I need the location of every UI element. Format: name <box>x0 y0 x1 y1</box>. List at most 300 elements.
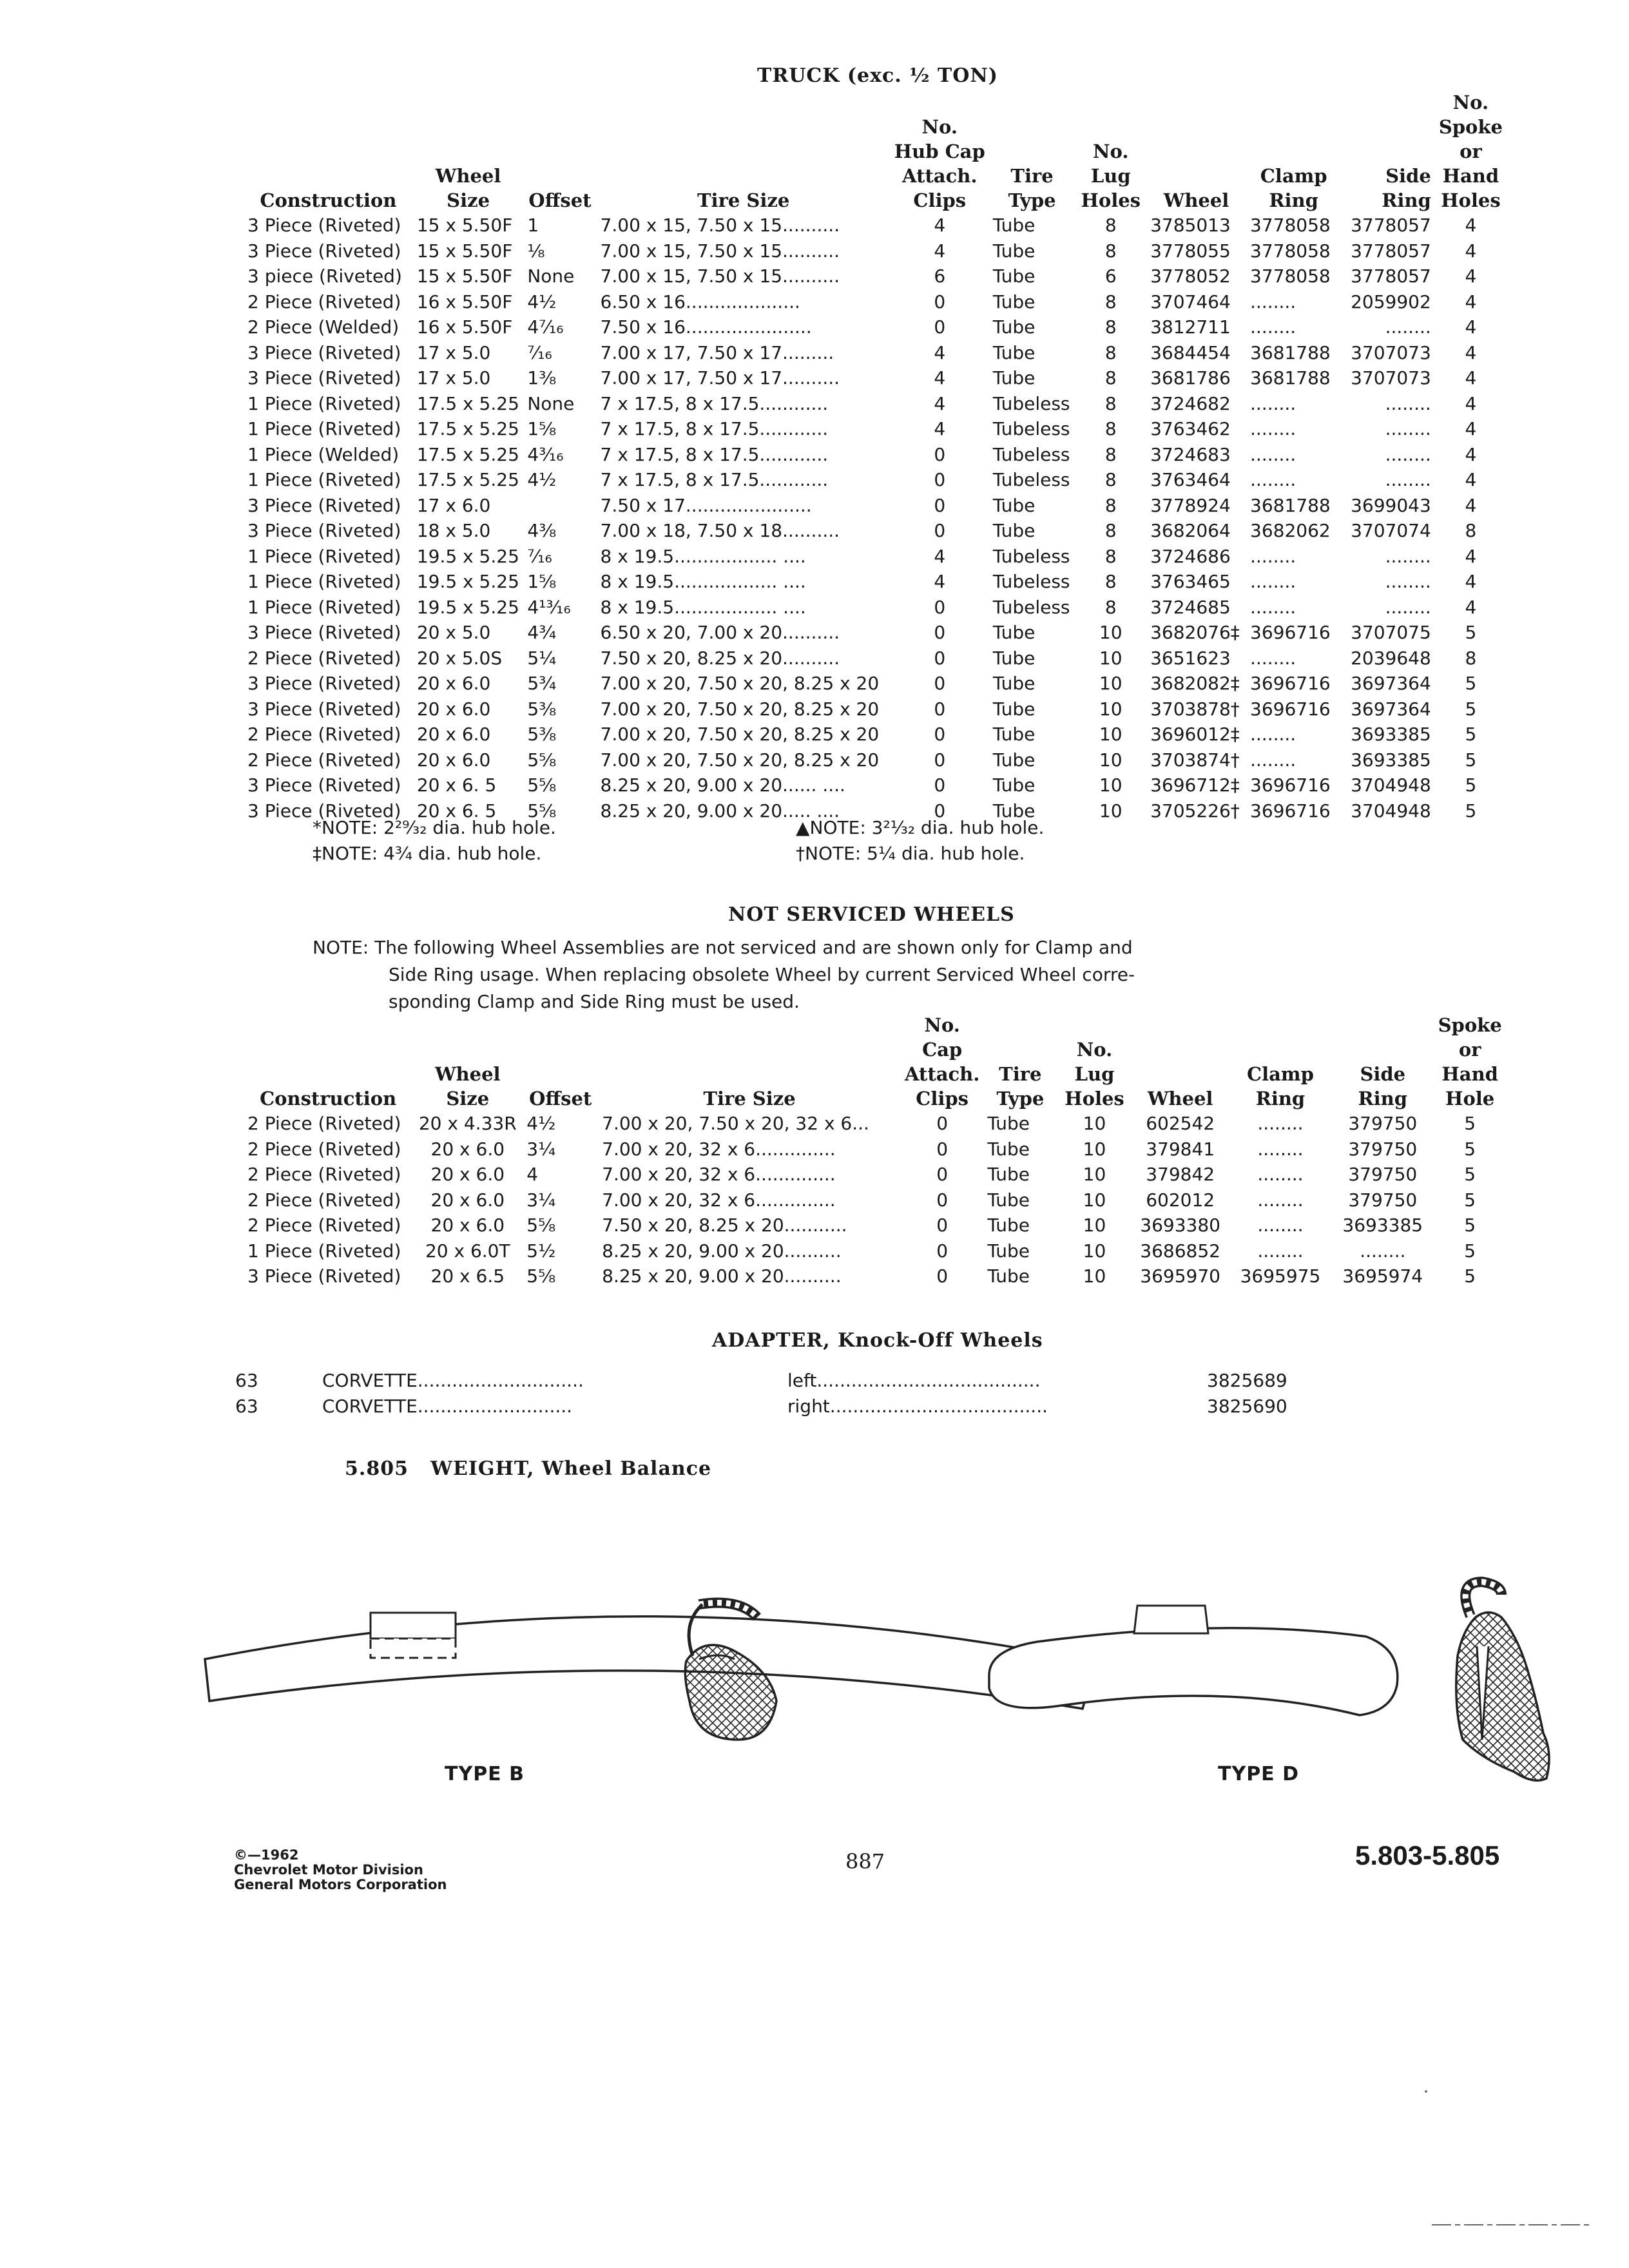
lug-holes-cell: 8 <box>1104 291 1117 312</box>
tire-type-cell: Tube <box>992 367 1036 389</box>
lug-holes-cell: 8 <box>1104 494 1117 516</box>
wheel-part-cell: 3703878† <box>1150 698 1240 720</box>
construction-cell: 3 Piece (Riveted) <box>247 240 401 262</box>
hub-cap-clips-cell: 4 <box>934 571 946 592</box>
side-ring-cell: 3697364 <box>1351 698 1431 720</box>
wheel-part-cell: 3705226† <box>1150 800 1240 822</box>
spoke-holes-cell: 5 <box>1465 622 1477 643</box>
construction-cell: 2 Piece (Riveted) <box>247 1215 401 1236</box>
clamp-ring-cell: ........ <box>1250 291 1296 312</box>
side-ring-cell: 2039648 <box>1351 647 1431 669</box>
offset-cell: 4⁷⁄₁₆ <box>527 316 564 338</box>
construction-cell: 1 Piece (Welded) <box>247 443 400 465</box>
wheel-part-cell: 3763462 <box>1150 418 1231 439</box>
clamp-ring-cell: ........ <box>1250 749 1296 771</box>
copyright-line: General Motors Corporation <box>234 1877 447 1892</box>
tire-type-cell: Tubeless <box>992 392 1070 414</box>
wheel-part-cell: 3724686 <box>1150 545 1231 567</box>
adapter-year: 63 <box>235 1396 258 1417</box>
construction-cell: 2 Piece (Riveted) <box>247 1164 401 1185</box>
header-text: Clamp <box>1247 1063 1314 1085</box>
adapter-part-number: 3825689 <box>1207 1370 1287 1391</box>
lug-holes-cell: 8 <box>1104 443 1117 465</box>
header-offset: Offset <box>528 189 592 211</box>
tire-size-cell: 7.00 x 20, 32 x 6.............. <box>602 1189 836 1211</box>
offset-cell: 5½ <box>526 1240 556 1262</box>
wheel-part-cell: 3724683 <box>1150 443 1231 465</box>
spoke-holes-cell: 5 <box>1465 724 1477 745</box>
lug-holes-cell: 8 <box>1104 571 1117 592</box>
clamp-ring-cell: 3778058 <box>1250 265 1331 287</box>
tire-type-cell: Tube <box>987 1265 1030 1287</box>
header-text: Side <box>1385 165 1431 187</box>
lug-holes-cell: 10 <box>1099 749 1123 771</box>
offset-cell: None <box>527 392 575 414</box>
header-construction: Construction <box>260 1088 397 1110</box>
side-ring-cell: 3699043 <box>1351 494 1431 516</box>
spoke-holes-cell: 4 <box>1465 367 1477 389</box>
note-hub-hole-triangle: ▲NOTE: 3²¹⁄₃₂ dia. hub hole. <box>796 817 1045 838</box>
lug-holes-cell: 8 <box>1104 520 1117 541</box>
side-ring-cell: 3693385 <box>1342 1215 1423 1236</box>
construction-cell: 1 Piece (Riveted) <box>247 1240 401 1262</box>
lug-holes-cell: 10 <box>1099 647 1123 669</box>
section-range: 5.803-5.805 <box>1355 1840 1500 1870</box>
side-ring-cell: ........ <box>1360 1240 1406 1262</box>
tire-size-cell: 8.25 x 20, 9.00 x 20..... .... <box>600 800 840 822</box>
wheel-part-cell: 3763464 <box>1150 469 1231 490</box>
header-construction: Construction <box>260 189 397 211</box>
header-text: Attach. <box>902 165 978 187</box>
wheel-part-cell: 3707464 <box>1150 291 1231 312</box>
offset-cell: 5⅝ <box>527 749 557 771</box>
side-ring-cell: ........ <box>1385 316 1431 338</box>
wheel-size-cell: 20 x 6.0 <box>430 1138 505 1160</box>
lug-holes-cell: 8 <box>1104 240 1117 262</box>
tire-type-cell: Tube <box>987 1189 1030 1211</box>
tire-type-cell: Tube <box>992 215 1036 236</box>
header-text: Ring <box>1255 1088 1306 1110</box>
wheel-part-cell: 3681786 <box>1150 367 1231 389</box>
wheel-size-cell: 20 x 6.5 <box>430 1265 505 1287</box>
clamp-ring-cell: ........ <box>1250 469 1296 490</box>
header-text: Ring <box>1382 189 1431 211</box>
adapter-side: right...................................... <box>787 1396 1048 1417</box>
offset-cell: 1⅜ <box>527 367 557 389</box>
side-ring-cell: ........ <box>1385 469 1431 490</box>
side-ring-cell: 3697364 <box>1351 673 1431 694</box>
clamp-ring-cell: ........ <box>1257 1164 1304 1185</box>
tire-size-cell: 6.50 x 20, 7.00 x 20.......... <box>600 622 840 643</box>
side-ring-cell: 379750 <box>1348 1113 1418 1134</box>
clamp-ring-cell: ........ <box>1250 647 1296 669</box>
hub-cap-clips-cell: 0 <box>934 291 946 312</box>
wheel-part-cell: 3682082‡ <box>1150 673 1240 694</box>
header-text: Hub Cap <box>894 140 985 162</box>
side-ring-cell: 3704948 <box>1351 800 1431 822</box>
offset-cell: 5¼ <box>527 647 557 669</box>
spoke-holes-cell: 5 <box>1464 1189 1476 1211</box>
header-text: Clips <box>913 189 967 211</box>
clamp-ring-cell: 3696716 <box>1250 622 1331 643</box>
tire-type-cell: Tube <box>987 1164 1030 1185</box>
tire-type-cell: Tubeless <box>992 545 1070 567</box>
side-ring-cell: ........ <box>1385 443 1431 465</box>
spoke-holes-cell: 4 <box>1465 443 1477 465</box>
wheel-part-cell: 3682064 <box>1150 520 1231 541</box>
offset-cell: 5⅝ <box>526 1265 556 1287</box>
clamp-ring-cell: 3695975 <box>1240 1265 1321 1287</box>
clamp-ring-cell: ........ <box>1257 1189 1304 1211</box>
offset-cell: None <box>527 265 575 287</box>
tire-size-cell: 7.00 x 17, 7.50 x 17......... <box>600 341 834 363</box>
construction-cell: 3 Piece (Riveted) <box>247 520 401 541</box>
clamp-ring-cell: 3696716 <box>1250 800 1331 822</box>
adapter-model: CORVETTE............................. <box>322 1370 584 1391</box>
note-hub-hole-dagger: †NOTE: 5¼ dia. hub hole. <box>796 843 1025 864</box>
wheel-size-cell: 19.5 x 5.25 <box>416 571 519 592</box>
lug-holes-cell: 10 <box>1099 800 1123 822</box>
header-text: Size <box>446 1088 490 1110</box>
offset-cell: 5⅜ <box>527 698 557 720</box>
wheel-part-cell: 3703874† <box>1150 749 1240 771</box>
construction-cell: 2 Piece (Riveted) <box>247 647 401 669</box>
offset-cell: 4½ <box>526 1113 556 1134</box>
tire-type-cell: Tube <box>992 673 1036 694</box>
wheel-size-cell: 20 x 6.0 <box>416 673 491 694</box>
offset-cell: 1⅝ <box>527 418 557 439</box>
wheel-part-cell: 3651623 <box>1150 647 1231 669</box>
offset-cell: 4³⁄₁₆ <box>527 443 564 465</box>
header-text: Tire <box>1010 165 1054 187</box>
hub-cap-clips-cell: 0 <box>934 774 946 796</box>
wheel-part-cell: 602542 <box>1146 1113 1215 1134</box>
spoke-holes-cell: 5 <box>1465 673 1477 694</box>
clamp-ring-cell: 3682062 <box>1250 520 1331 541</box>
hub-cap-clips-cell: 6 <box>934 265 946 287</box>
wheel-size-cell: 15 x 5.50F <box>416 265 513 287</box>
spoke-holes-cell: 4 <box>1465 418 1477 439</box>
side-ring-cell: 379750 <box>1348 1164 1418 1185</box>
construction-cell: 3 piece (Riveted) <box>247 265 402 287</box>
header-text: Holes <box>1065 1088 1124 1110</box>
clamp-ring-cell: ........ <box>1257 1215 1304 1236</box>
wheel-part-cell: 3684454 <box>1150 341 1231 363</box>
lug-holes-cell: 10 <box>1099 673 1123 694</box>
offset-cell: 5⅝ <box>527 774 557 796</box>
construction-cell: 3 Piece (Riveted) <box>247 367 401 389</box>
tire-size-cell: 7 x 17.5, 8 x 17.5............ <box>600 469 829 490</box>
wheel-size-cell: 18 x 5.0 <box>416 520 491 541</box>
lug-holes-cell: 10 <box>1099 774 1123 796</box>
header-tire-size: Tire Size <box>697 189 790 211</box>
tire-size-cell: 8.25 x 20, 9.00 x 20...... .... <box>600 774 845 796</box>
header-text: Lug <box>1074 1063 1115 1085</box>
offset-cell: 4⅜ <box>527 520 557 541</box>
clamp-ring-cell: ........ <box>1257 1138 1304 1160</box>
wheel-size-cell: 16 x 5.50F <box>416 291 513 312</box>
hub-cap-clips-cell: 4 <box>934 392 946 414</box>
tire-type-cell: Tube <box>992 647 1036 669</box>
adapter-year: 63 <box>235 1370 258 1391</box>
header-text: Type <box>996 1088 1045 1110</box>
construction-cell: 1 Piece (Riveted) <box>247 571 401 592</box>
construction-cell: 1 Piece (Riveted) <box>247 418 401 439</box>
tire-size-cell: 7.00 x 20, 7.50 x 20, 8.25 x 20 <box>600 698 880 720</box>
truck-table-title: TRUCK (exc. ½ TON) <box>757 64 998 87</box>
lug-holes-cell: 8 <box>1104 316 1117 338</box>
spoke-holes-cell: 5 <box>1465 774 1477 796</box>
side-ring-cell: ........ <box>1385 392 1431 414</box>
construction-cell: 1 Piece (Riveted) <box>247 392 401 414</box>
wheel-size-cell: 20 x 6.0 <box>416 724 491 745</box>
hub-cap-clips-cell: 0 <box>934 443 946 465</box>
tire-size-cell: 7.00 x 17, 7.50 x 17.......... <box>600 367 840 389</box>
header-text: No. <box>1452 91 1489 113</box>
wheel-part-cell: 3724682 <box>1150 392 1231 414</box>
tire-type-cell: Tube <box>992 240 1036 262</box>
hub-cap-clips-cell: 0 <box>934 724 946 745</box>
clamp-ring-cell: ........ <box>1257 1113 1304 1134</box>
lug-holes-cell: 10 <box>1083 1215 1106 1236</box>
hub-cap-clips-cell: 0 <box>934 749 946 771</box>
header-text: Holes <box>1081 189 1141 211</box>
header-text: Hole <box>1445 1088 1495 1110</box>
side-ring-cell: 3778057 <box>1351 265 1431 287</box>
wheel-size-cell: 20 x 6.0T <box>425 1240 510 1262</box>
offset-cell: 4¾ <box>527 622 557 643</box>
header-text: Wheel <box>435 165 501 187</box>
wheel-part-cell: 3778055 <box>1150 240 1231 262</box>
tire-size-cell: 7.00 x 20, 7.50 x 20, 32 x 6... <box>602 1113 869 1134</box>
tire-type-cell: Tube <box>992 622 1036 643</box>
tire-size-cell: 7.00 x 18, 7.50 x 18.......... <box>600 520 840 541</box>
wheel-part-cell: 379841 <box>1146 1138 1215 1160</box>
tire-size-cell: 7.00 x 20, 7.50 x 20, 8.25 x 20 <box>600 724 880 745</box>
spoke-holes-cell: 4 <box>1465 291 1477 312</box>
not-serviced-note-line-1: NOTE: The following Wheel Assemblies are not serviced and are shown only for Clamp and <box>313 937 1133 958</box>
tire-size-cell: 7.50 x 16...................... <box>600 316 812 338</box>
tire-size-cell: 7.50 x 17...................... <box>600 494 812 516</box>
wheel-size-cell: 17 x 6.0 <box>416 494 491 516</box>
tire-type-cell: Tubeless <box>992 469 1070 490</box>
hub-cap-clips-cell: 0 <box>934 596 946 618</box>
header-text: Side <box>1360 1063 1406 1085</box>
lug-holes-cell: 8 <box>1104 392 1117 414</box>
header-text: Spoke <box>1438 116 1503 138</box>
clamp-ring-cell: ........ <box>1250 392 1296 414</box>
spoke-holes-cell: 5 <box>1464 1138 1476 1160</box>
copyright-line: ©—1962 <box>234 1847 299 1863</box>
adapter-title: ADAPTER, Knock-Off Wheels <box>712 1329 1043 1352</box>
tire-type-cell: Tube <box>992 265 1036 287</box>
clamp-ring-cell: ........ <box>1250 724 1296 745</box>
tire-size-cell: 6.50 x 16.................... <box>600 291 800 312</box>
wheel-size-cell: 20 x 5.0 <box>416 622 491 643</box>
header-text: Spoke <box>1438 1014 1502 1036</box>
wheel-part-cell: 3696012‡ <box>1150 724 1240 745</box>
hub-cap-clips-cell: 4 <box>934 240 946 262</box>
construction-cell: 3 Piece (Riveted) <box>247 341 401 363</box>
wheel-part-cell: 3763465 <box>1150 571 1231 592</box>
wheel-part-cell: 3693380 <box>1140 1215 1220 1236</box>
hub-cap-clips-cell: 0 <box>934 316 946 338</box>
hub-cap-clips-cell: 4 <box>934 367 946 389</box>
type-b-caption: TYPE B <box>445 1763 525 1785</box>
tire-type-cell: Tube <box>992 774 1036 796</box>
offset-cell: 1⅝ <box>527 571 557 592</box>
wheel-size-cell: 17 x 5.0 <box>416 367 491 389</box>
spoke-holes-cell: 5 <box>1464 1265 1476 1287</box>
header-text: Tire <box>999 1063 1042 1085</box>
tire-type-cell: Tube <box>987 1215 1030 1236</box>
clamp-ring-cell: 3778058 <box>1250 215 1331 236</box>
spoke-holes-cell: 5 <box>1465 800 1477 822</box>
header-text: Hand <box>1441 1063 1498 1085</box>
wheel-size-cell: 20 x 6.0 <box>416 749 491 771</box>
lug-holes-cell: 8 <box>1104 418 1117 439</box>
wheel-size-cell: 15 x 5.50F <box>416 215 513 236</box>
offset-cell: 5¾ <box>527 673 557 694</box>
wheel-part-cell: 379842 <box>1146 1164 1215 1185</box>
header-wheel: Wheel <box>1163 189 1229 211</box>
clamp-ring-cell: 3696716 <box>1250 673 1331 694</box>
side-ring-cell: 3707075 <box>1351 622 1431 643</box>
tire-type-cell: Tube <box>987 1240 1030 1262</box>
header-tire-size: Tire Size <box>703 1088 796 1110</box>
lug-holes-cell: 10 <box>1083 1138 1106 1160</box>
lug-holes-cell: 10 <box>1083 1113 1106 1134</box>
hub-cap-clips-cell: 4 <box>934 418 946 439</box>
tire-size-cell: 8.25 x 20, 9.00 x 20.......... <box>602 1265 842 1287</box>
tire-type-cell: Tube <box>992 724 1036 745</box>
side-ring-cell: 3707073 <box>1351 341 1431 363</box>
spoke-holes-cell: 4 <box>1465 316 1477 338</box>
side-ring-cell: 379750 <box>1348 1189 1418 1211</box>
spoke-holes-cell: 5 <box>1464 1240 1476 1262</box>
clamp-ring-cell: 3696716 <box>1250 774 1331 796</box>
tire-size-cell: 7.50 x 20, 8.25 x 20.......... <box>600 647 840 669</box>
spoke-holes-cell: 8 <box>1465 520 1477 541</box>
spoke-holes-cell: 4 <box>1465 265 1477 287</box>
side-ring-cell: ........ <box>1385 571 1431 592</box>
construction-cell: 2 Piece (Riveted) <box>247 724 401 745</box>
spoke-holes-cell: 4 <box>1465 545 1477 567</box>
clamp-ring-cell: ........ <box>1257 1240 1304 1262</box>
side-ring-cell: 3707073 <box>1351 367 1431 389</box>
tire-type-cell: Tube <box>992 698 1036 720</box>
offset-cell: ⁷⁄₁₆ <box>527 341 552 363</box>
hub-cap-clips-cell: 0 <box>936 1164 949 1185</box>
tire-type-cell: Tube <box>987 1113 1030 1134</box>
construction-cell: 3 Piece (Riveted) <box>247 494 401 516</box>
offset-cell: 3¼ <box>526 1189 556 1211</box>
tire-type-cell: Tube <box>992 291 1036 312</box>
tire-type-cell: Tube <box>992 520 1036 541</box>
header-text: or <box>1458 1039 1481 1061</box>
wheel-size-cell: 15 x 5.50F <box>416 240 513 262</box>
spoke-holes-cell: 5 <box>1464 1164 1476 1185</box>
side-ring-cell: 3778057 <box>1351 215 1431 236</box>
spoke-holes-cell: 4 <box>1465 341 1477 363</box>
wheel-part-cell: 3724685 <box>1150 596 1231 618</box>
side-ring-cell: 379750 <box>1348 1138 1418 1160</box>
tire-type-cell: Tube <box>992 749 1036 771</box>
spoke-holes-cell: 5 <box>1465 698 1477 720</box>
hub-cap-clips-cell: 0 <box>934 622 946 643</box>
spoke-holes-cell: 4 <box>1465 392 1477 414</box>
wheel-size-cell: 20 x 6. 5 <box>416 800 497 822</box>
copyright-line: Chevrolet Motor Division <box>234 1862 423 1878</box>
not-serviced-title: NOT SERVICED WHEELS <box>728 903 1015 926</box>
construction-cell: 3 Piece (Riveted) <box>247 1265 401 1287</box>
lug-holes-cell: 8 <box>1104 596 1117 618</box>
page-number: 887 <box>845 1849 885 1874</box>
clamp-ring-cell: ........ <box>1250 571 1296 592</box>
construction-cell: 2 Piece (Riveted) <box>247 749 401 771</box>
wheel-size-cell: 20 x 6.0 <box>416 698 491 720</box>
wheel-part-cell: 3812711 <box>1150 316 1231 338</box>
tire-size-cell: 8.25 x 20, 9.00 x 20.......... <box>602 1240 842 1262</box>
tire-type-cell: Tubeless <box>992 418 1070 439</box>
tire-size-cell: 7.00 x 20, 7.50 x 20, 8.25 x 20 <box>600 673 880 694</box>
tire-type-cell: Tubeless <box>992 443 1070 465</box>
wheel-part-cell: 3695970 <box>1140 1265 1220 1287</box>
hub-cap-clips-cell: 0 <box>936 1265 949 1287</box>
note-hub-hole-star: *NOTE: 2²⁹⁄₃₂ dia. hub hole. <box>313 817 556 838</box>
header-text: Ring <box>1358 1088 1408 1110</box>
construction-cell: 3 Piece (Riveted) <box>247 622 401 643</box>
lug-holes-cell: 10 <box>1099 724 1123 745</box>
wheel-size-cell: 19.5 x 5.25 <box>416 596 519 618</box>
construction-cell: 3 Piece (Riveted) <box>247 800 401 822</box>
wheel-size-cell: 20 x 4.33R <box>418 1113 517 1134</box>
construction-cell: 3 Piece (Riveted) <box>247 698 401 720</box>
spoke-holes-cell: 5 <box>1464 1113 1476 1134</box>
header-offset: Offset <box>529 1088 592 1110</box>
header-text: No. <box>1076 1039 1113 1061</box>
construction-cell: 3 Piece (Riveted) <box>247 774 401 796</box>
tire-type-cell: Tube <box>992 316 1036 338</box>
lug-holes-cell: 8 <box>1104 215 1117 236</box>
header-text: Attach. <box>904 1063 980 1085</box>
not-serviced-note-line-3: sponding Clamp and Side Ring must be used. <box>389 991 800 1012</box>
offset-cell: 5⅜ <box>527 724 557 745</box>
wheel-size-cell: 20 x 5.0S <box>416 647 503 669</box>
clamp-ring-cell: 3681788 <box>1250 367 1331 389</box>
clamp-ring-cell: 3778058 <box>1250 240 1331 262</box>
clamp-ring-cell: 3696716 <box>1250 698 1331 720</box>
hub-cap-clips-cell: 0 <box>936 1215 949 1236</box>
side-ring-cell: 3704948 <box>1351 774 1431 796</box>
hub-cap-clips-cell: 0 <box>936 1189 949 1211</box>
tire-type-cell: Tubeless <box>992 596 1070 618</box>
header-text: No. <box>1093 140 1129 162</box>
hub-cap-clips-cell: 0 <box>934 673 946 694</box>
wheel-part-cell: 3778924 <box>1150 494 1231 516</box>
lug-holes-cell: 10 <box>1083 1265 1106 1287</box>
tire-size-cell: 7 x 17.5, 8 x 17.5............ <box>600 443 829 465</box>
header-text: Cap <box>922 1039 963 1061</box>
spoke-holes-cell: 4 <box>1465 240 1477 262</box>
hub-cap-clips-cell: 4 <box>934 341 946 363</box>
hub-cap-clips-cell: 0 <box>934 647 946 669</box>
tire-type-cell: Tube <box>987 1138 1030 1160</box>
tire-size-cell: 7.50 x 20, 8.25 x 20........... <box>602 1215 847 1236</box>
header-text: Type <box>1008 189 1056 211</box>
lug-holes-cell: 10 <box>1083 1240 1106 1262</box>
header-text: Clips <box>916 1088 969 1110</box>
